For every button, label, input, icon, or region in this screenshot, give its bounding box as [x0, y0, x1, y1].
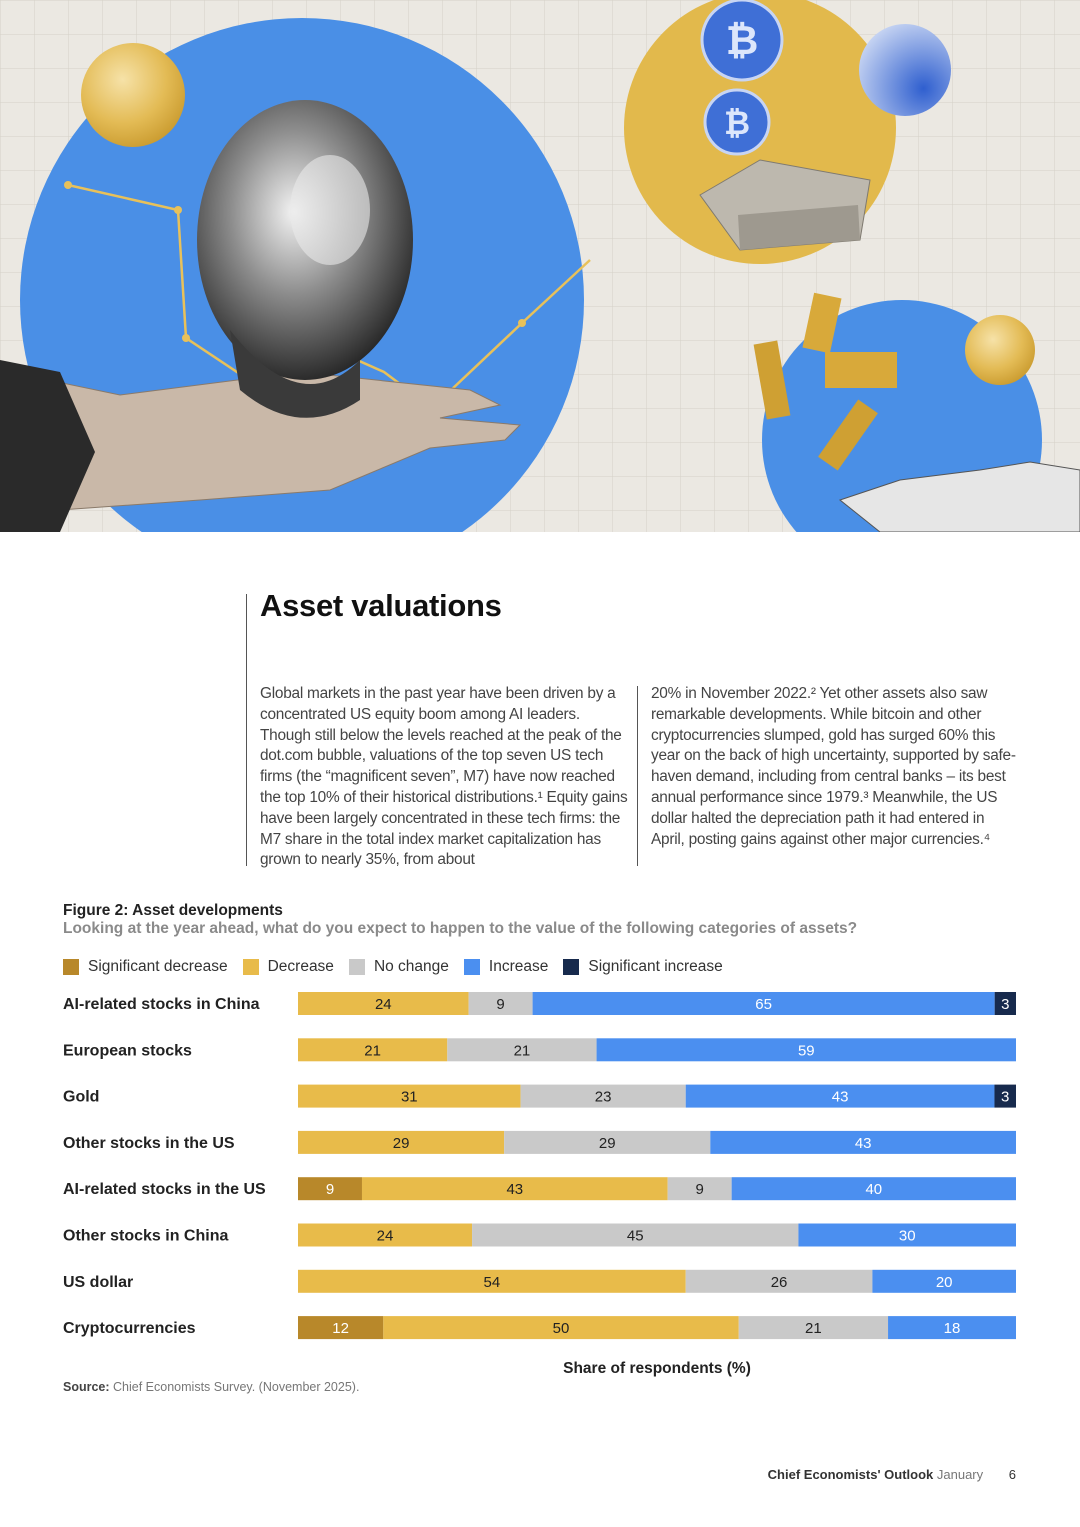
category-label: AI-related stocks in the US [63, 1181, 266, 1199]
legend-label: Decrease [267, 958, 334, 975]
hero-collage [0, 0, 1080, 532]
bar-value-label: 23 [594, 1088, 612, 1106]
bar-value-label: 65 [755, 996, 772, 1013]
legend-label: No change [373, 958, 449, 975]
page-footer [768, 1467, 1016, 1482]
bar-value-label: 24 [374, 996, 392, 1013]
legend-label: Significant decrease [88, 958, 228, 975]
source-label: Source: [63, 1380, 110, 1394]
footer-publication: Chief Economists' Outlook [767, 1467, 934, 1482]
title-divider-line [246, 594, 247, 866]
bar-value-label: 30 [898, 1227, 916, 1245]
gold-bar-shape [825, 352, 897, 388]
category-label: European stocks [63, 1042, 192, 1060]
bar-value-label: 26 [770, 1273, 788, 1291]
category-label: AI-related stocks in China [63, 996, 260, 1013]
category-label: Other stocks in the US [63, 1134, 235, 1152]
legend-swatch [349, 959, 365, 975]
category-label: Gold [63, 1088, 100, 1106]
category-label: US dollar [63, 1273, 134, 1291]
bar-value-label: 50 [552, 1320, 570, 1338]
bar-value-label: 18 [943, 1320, 961, 1338]
bar-value-label: 12 [332, 1320, 349, 1338]
legend-item [63, 958, 228, 976]
gold-sphere-shape [81, 43, 185, 147]
bar-value-label: 40 [865, 1181, 883, 1199]
category-label: Cryptocurrencies [63, 1320, 196, 1338]
category-label: Other stocks in China [63, 1227, 229, 1245]
chart-legend [63, 958, 738, 976]
source-text: Chief Economists Survey. (November 2025). [113, 1380, 360, 1394]
bar-value-label: 29 [598, 1134, 616, 1152]
bar-value-label: 3 [1001, 996, 1010, 1013]
legend-swatch [563, 959, 579, 975]
bar-value-label: 24 [376, 1227, 394, 1245]
bar-value-label: 9 [695, 1181, 704, 1199]
bar-value-label: 54 [483, 1273, 501, 1291]
bar-value-label: 21 [805, 1320, 822, 1338]
bar-value-label: 3 [1001, 1088, 1010, 1106]
figure-source [63, 1380, 359, 1394]
legend-swatch [63, 959, 79, 975]
svg-text:₿: ₿ [725, 19, 759, 63]
page-number: 6 [1008, 1467, 1016, 1482]
legend-label: Significant increase [588, 958, 723, 975]
bar-value-label: 45 [626, 1227, 644, 1245]
hero-illustration [0, 0, 1080, 532]
bar-value-label: 29 [392, 1134, 410, 1152]
body-text-right: 20% in November 2022.² Yet other assets also saw remarkable developments. While bitcoin and other cryptocurrencies slumped, gold has surged 60% this year on the back of high uncertainty, supported by safe-haven demand, including from central banks – its best annual performance since 1979.³ Meanwhile, the US dollar halted the depreciation path it had entered in April, posting gains against other major currencies.⁴ [651, 685, 1016, 848]
bar-value-label: 31 [400, 1088, 418, 1106]
legend-swatch [464, 959, 480, 975]
gold-sphere-shape [965, 315, 1035, 385]
footer-month: January [936, 1467, 984, 1482]
stacked-bar-chart [0, 980, 1080, 1350]
bar-value-label: 43 [831, 1088, 849, 1106]
bar-value-label: 21 [364, 1042, 381, 1060]
figure-subtitle: Looking at the year ahead, what do you expect to happen to the value of the following categories of assets? [63, 920, 858, 937]
legend-item [464, 958, 548, 976]
svg-text:₿: ₿ [723, 105, 751, 141]
bar-value-label: 21 [513, 1042, 531, 1060]
bar-value-label: 9 [496, 996, 505, 1013]
bar-value-label: 20 [935, 1273, 953, 1291]
legend-item [349, 958, 449, 976]
bar-value-label: 9 [325, 1181, 335, 1199]
bar-value-label: 59 [797, 1042, 815, 1060]
x-axis-label: Share of respondents (%) [563, 1360, 751, 1377]
column-divider-line [637, 686, 638, 866]
page-title: Asset valuations [260, 588, 502, 623]
legend-swatch [243, 959, 259, 975]
legend-label: Increase [488, 958, 549, 975]
bar-value-label: 43 [506, 1181, 524, 1199]
figure-title: Figure 2: Asset developments [63, 902, 283, 919]
legend-item [563, 958, 722, 976]
body-text-left: Global markets in the past year have been driven by a concentrated US equity boom among AI leaders. Though still below the levels reached at the peak of the dot.com bubble, valuations of the top seven US tech firms (the “magnificent seven”, M7) have now reached the top 10% of their historical distributions.¹ Equity gains have been largely concentrated in these tech firms: the M7 share in the total index market capitalization has grown to nearly 35%, from about [260, 685, 628, 869]
legend-item [243, 958, 334, 976]
blue-sphere-shape [859, 24, 951, 116]
bar-value-label: 43 [854, 1134, 872, 1152]
